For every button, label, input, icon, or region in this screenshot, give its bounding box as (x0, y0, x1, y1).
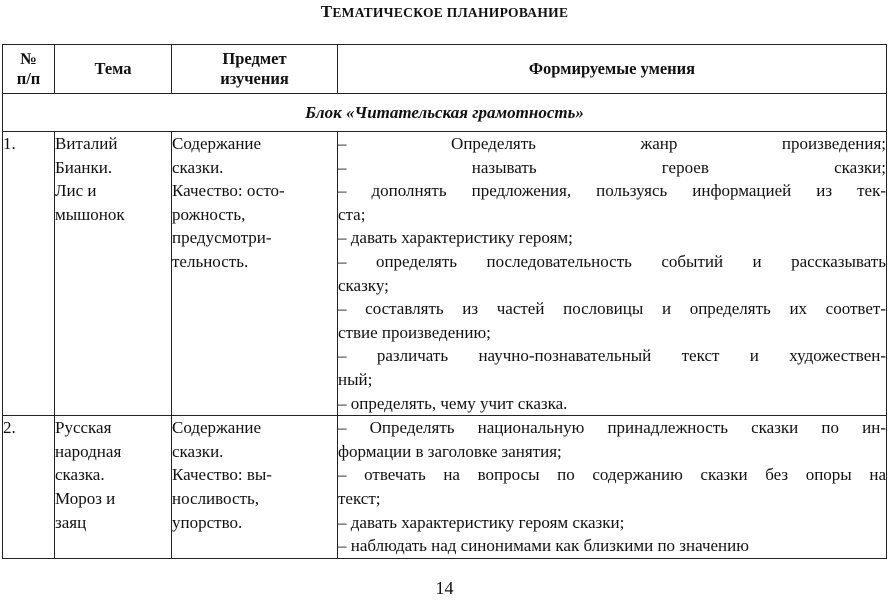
subject-line: носливость, (172, 488, 259, 508)
skill-line: – определять последовательность событий и рассказывать (338, 251, 886, 271)
table-header-row (3, 45, 887, 94)
column-header-number-line2: п/п (16, 69, 41, 88)
subject-line: предусмотри- (172, 228, 272, 248)
subject-line: Качество: осто- (172, 181, 285, 201)
thematic-plan-table (2, 44, 887, 559)
table-row (3, 132, 887, 416)
topic-line: Виталий (55, 134, 118, 153)
column-header-skills: Формируемые умения (338, 45, 887, 94)
column-header-subject-line2: изучения (220, 69, 289, 88)
topic-cell (55, 132, 172, 416)
subject-line: сказки. (172, 157, 224, 177)
page-number: 14 (435, 578, 454, 598)
skills-cell (338, 416, 887, 559)
subject-cell (172, 132, 338, 416)
block-title: Блок «Читательская грамотность» (3, 94, 887, 132)
skills-cell (338, 132, 887, 416)
topic-line: народная (55, 441, 122, 461)
skill-line: сказку; (338, 275, 389, 295)
subject-cell (172, 416, 338, 559)
topic-line: заяц (55, 512, 87, 532)
skill-line: – дополнять предложения, пользуясь информацией из тек- (338, 181, 886, 201)
topic-cell (55, 416, 172, 559)
row-number: 2. (3, 416, 55, 559)
page-title-rest: ЕМАТИЧЕСКОЕ ПЛАНИРОВАНИЕ (332, 5, 569, 20)
skill-line: ствие произведению; (338, 322, 491, 342)
subject-line: рожность, (172, 204, 246, 224)
column-header-topic: Тема (55, 45, 172, 94)
skill-line: – составлять из частей пословицы и определять их соответ- (338, 299, 886, 319)
skill-line: – давать характеристику героям сказки; (338, 512, 625, 532)
topic-line: Бианки. (55, 157, 113, 177)
skill-line: текст; (338, 488, 381, 508)
skill-line: – различать научно-познавательный текст и художествен- (338, 346, 886, 366)
subject-line: Содержание (172, 134, 262, 153)
skill-line: ный; (338, 369, 373, 389)
subject-line: Качество: вы- (172, 465, 272, 485)
page-title-initial: Т (320, 2, 333, 21)
skill-line: – называть героев сказки; (338, 157, 886, 177)
topic-line: мышонок (55, 204, 125, 224)
subject-line: упорство. (172, 512, 243, 532)
page-title (0, 2, 889, 22)
skill-line: – Определять национальную принадлежность сказки по ин- (338, 418, 886, 438)
table-row (3, 416, 887, 559)
subject-line: Содержание (172, 418, 262, 438)
skill-line: – определять, чему учит сказка. (338, 393, 568, 413)
topic-line: Лис и (55, 181, 97, 201)
topic-line: сказка. (55, 465, 105, 485)
block-row (3, 94, 887, 132)
subject-line: сказки. (172, 441, 224, 461)
row-number: 1. (3, 132, 55, 416)
skill-line: – давать характеристику героям; (338, 228, 573, 248)
skill-line: – Определять жанр произведения; (338, 134, 886, 153)
skill-line: – отвечать на вопросы по содержанию сказки без опоры на (338, 465, 886, 485)
topic-line: Русская (55, 418, 112, 438)
topic-line: Мороз и (55, 488, 116, 508)
column-header-number-line1: № (20, 49, 37, 68)
column-header-number (3, 45, 55, 94)
subject-line: тельность. (172, 251, 249, 271)
skill-line: – наблюдать над синонимами как близкими по значению (338, 536, 749, 556)
skill-line: формации в заголовке занятия; (338, 441, 562, 461)
column-header-subject-line1: Предмет (222, 49, 287, 68)
skill-line: ста; (338, 204, 366, 224)
column-header-subject (172, 45, 338, 94)
